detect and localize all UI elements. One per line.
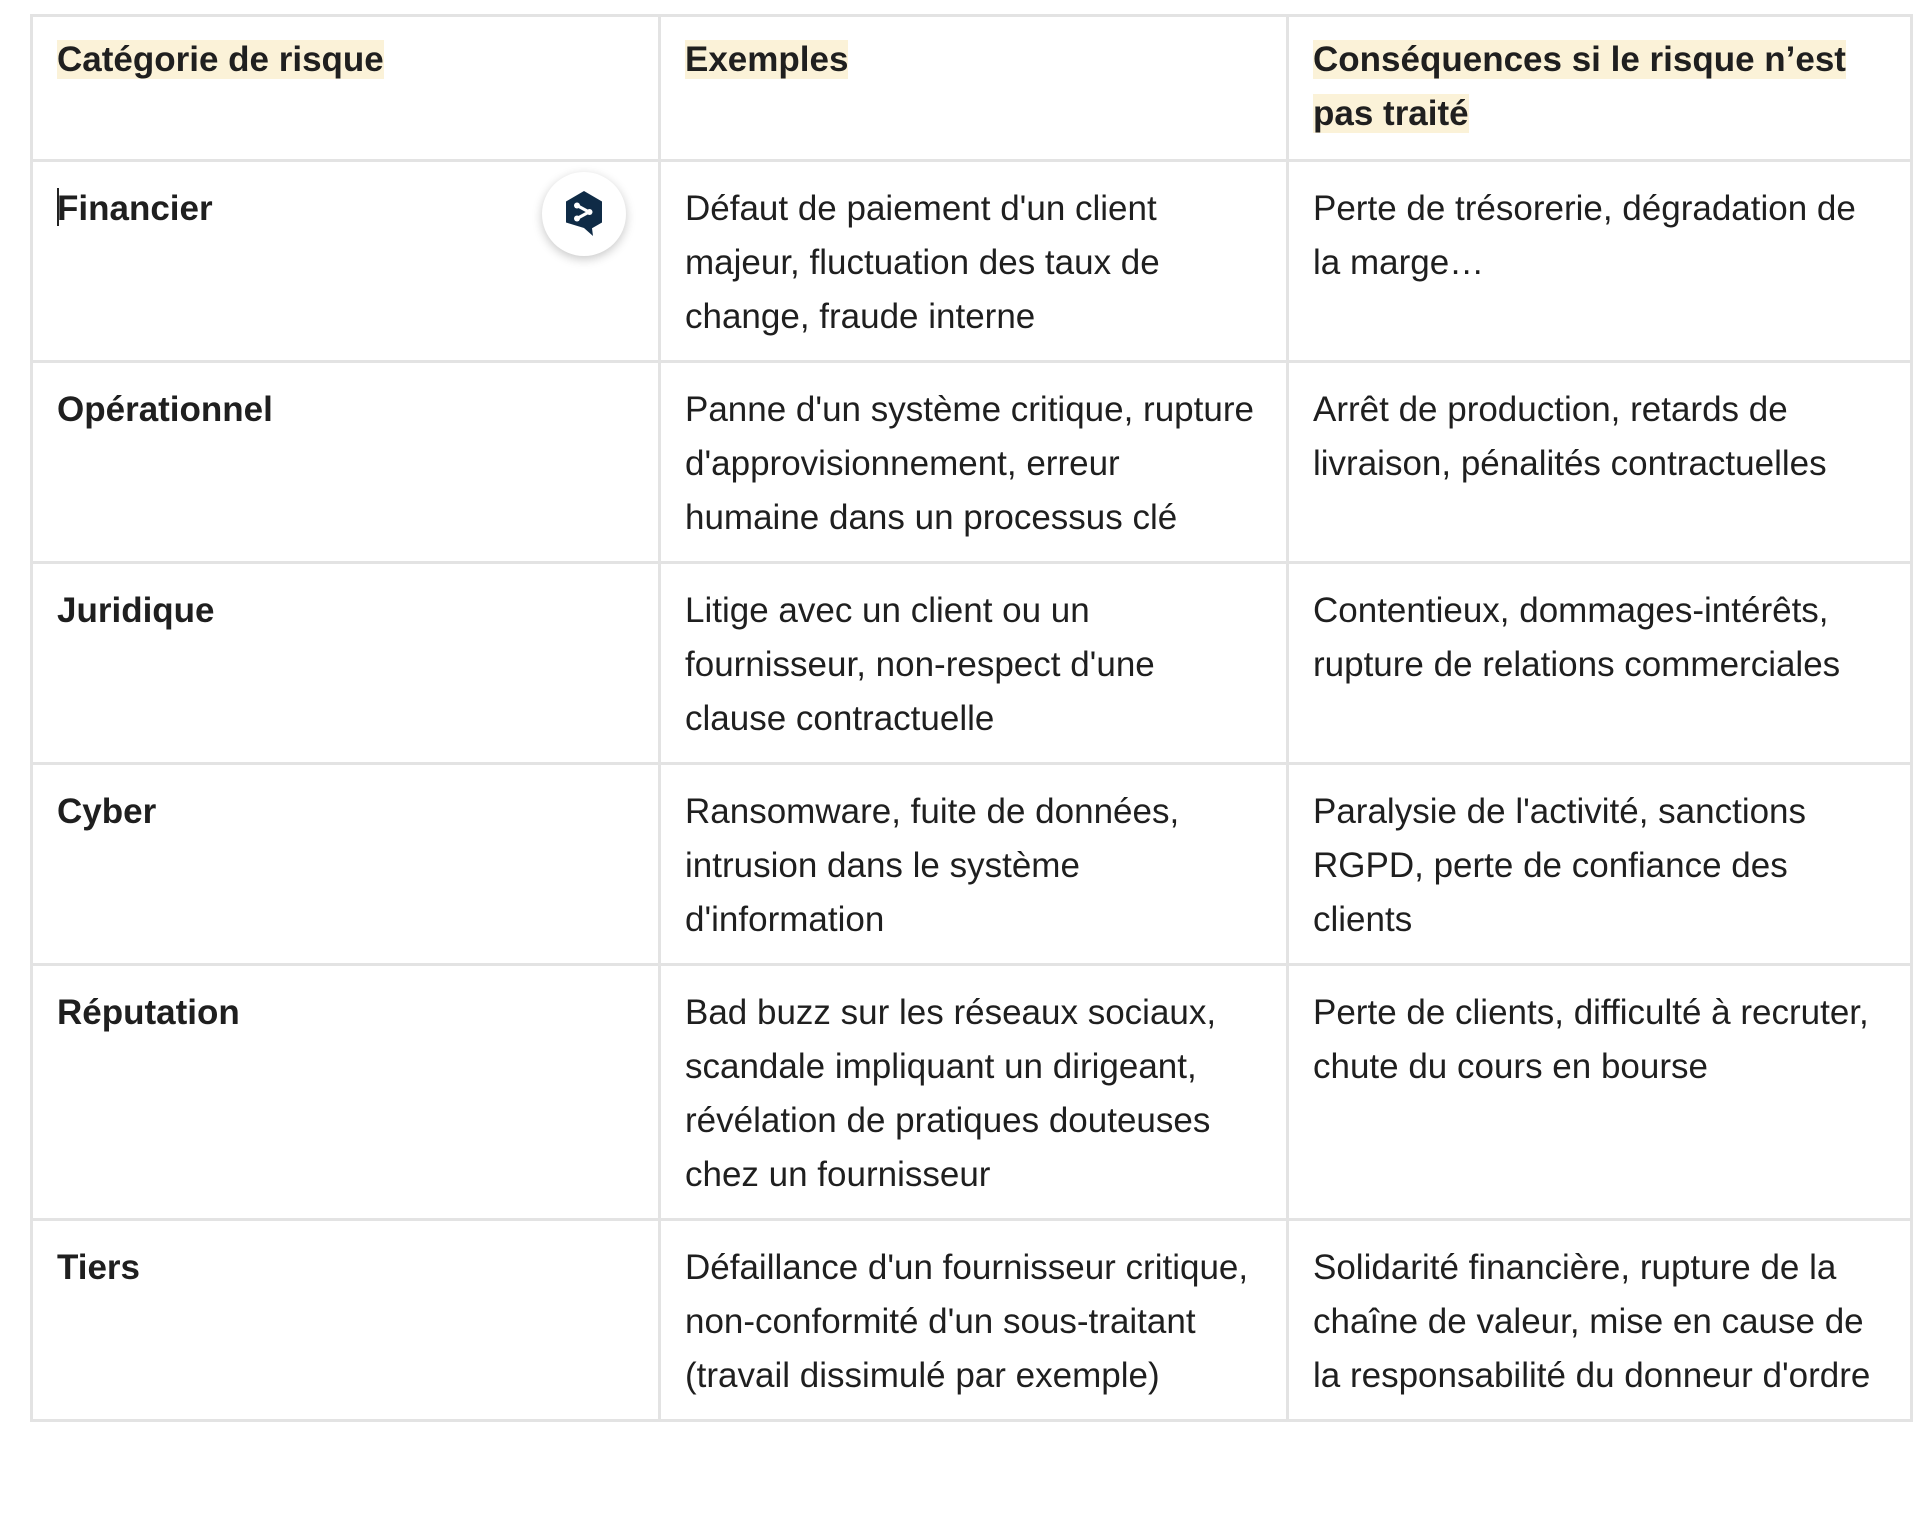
consequences-cell[interactable]: Paralysie de l'activité, sanctions RGPD, perte de confiance des clients — [1288, 764, 1912, 965]
category-label: Cyber — [57, 792, 157, 831]
table-header-row — [32, 16, 1912, 161]
examples-cell[interactable]: Ransomware, fuite de données, intrusion dans le système d'information — [660, 764, 1288, 965]
category-label: Opérationnel — [57, 390, 273, 429]
examples-cell[interactable]: Litige avec un client ou un fournisseur, non-respect d'une clause contractuelle — [660, 563, 1288, 764]
document-page — [30, 14, 1910, 1422]
examples-cell[interactable]: Panne d'un système critique, rupture d'approvisionnement, erreur humaine dans un processus clé — [660, 362, 1288, 563]
header-label-category: Catégorie de risque — [57, 40, 384, 79]
examples-cell[interactable]: Défaut de paiement d'un client majeur, fluctuation des taux de change, fraude interne — [660, 161, 1288, 362]
category-cell[interactable] — [32, 1220, 660, 1421]
category-label: Juridique — [57, 591, 215, 630]
category-cell[interactable] — [32, 161, 660, 362]
category-cell[interactable] — [32, 764, 660, 965]
table-row — [32, 965, 1912, 1220]
category-label: Tiers — [57, 1248, 141, 1287]
examples-cell[interactable]: Bad buzz sur les réseaux sociaux, scandale impliquant un dirigeant, révélation de pratiques douteuses chez un fournisseur — [660, 965, 1288, 1220]
table-row — [32, 764, 1912, 965]
risk-table — [30, 14, 1913, 1422]
consequences-cell[interactable]: Arrêt de production, retards de livraison, pénalités contractuelles — [1288, 362, 1912, 563]
header-label-examples: Exemples — [685, 40, 849, 79]
category-cell[interactable] — [32, 563, 660, 764]
category-cell[interactable] — [32, 362, 660, 563]
table-row — [32, 563, 1912, 764]
consequences-cell[interactable]: Perte de trésorerie, dégradation de la marge… — [1288, 161, 1912, 362]
consequences-cell[interactable]: Solidarité financière, rupture de la chaîne de valeur, mise en cause de la responsabilité du donneur d'ordre — [1288, 1220, 1912, 1421]
deepl-translate-icon — [562, 189, 606, 239]
table-row — [32, 362, 1912, 563]
examples-cell[interactable]: Défaillance d'un fournisseur critique, non-conformité d'un sous-traitant (travail dissimulé par exemple) — [660, 1220, 1288, 1421]
header-cell-examples[interactable] — [660, 16, 1288, 161]
consequences-cell[interactable]: Contentieux, dommages-intérêts, rupture de relations commerciales — [1288, 563, 1912, 764]
table-row — [32, 161, 1912, 362]
consequences-cell[interactable]: Perte de clients, difficulté à recruter, chute du cours en bourse — [1288, 965, 1912, 1220]
category-label: Financier — [57, 189, 213, 228]
table-row — [32, 1220, 1912, 1421]
header-cell-consequences[interactable] — [1288, 16, 1912, 161]
header-cell-category[interactable] — [32, 16, 660, 161]
deepl-translate-button[interactable] — [542, 172, 626, 256]
category-label: Réputation — [57, 993, 240, 1032]
header-label-consequences: Conséquences si le risque n’est pas traité — [1313, 40, 1846, 133]
category-cell[interactable] — [32, 965, 660, 1220]
